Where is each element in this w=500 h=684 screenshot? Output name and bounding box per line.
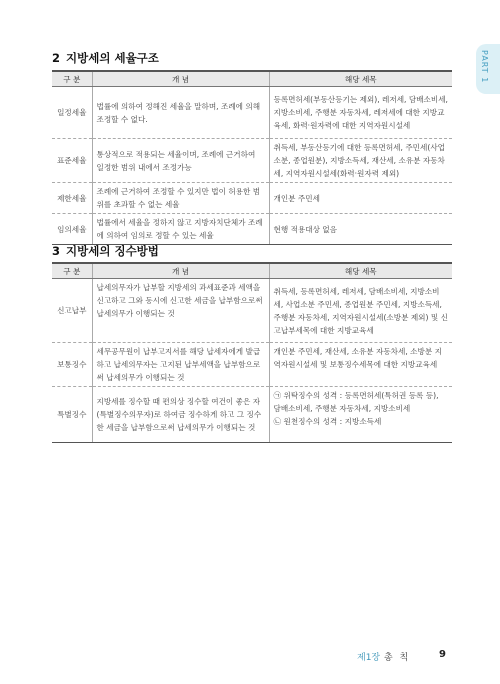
row-category: 임의세율	[52, 214, 92, 245]
section-title-tax-rate	[52, 50, 159, 66]
row-category: 일정세율	[52, 87, 92, 139]
row-concept: 통상적으로 적용되는 세율이며, 조례에 근거하여 일정한 범위 내에서 조정가능	[92, 139, 269, 183]
row-concept: 조례에 근거하여 조정할 수 있지만 법이 허용한 범위를 초과할 수 없는 세율	[92, 183, 269, 214]
row-category: 제한세율	[52, 183, 92, 214]
row-concept: 법률에 의하여 정해진 세율을 말하며, 조례에 의해 조정할 수 없다.	[92, 87, 269, 139]
table-header-row	[52, 71, 452, 87]
collection-method-table	[52, 262, 452, 443]
footer-chapter-title: 총 칙	[384, 653, 411, 663]
table-row	[52, 343, 452, 387]
section-title-text: 지방세의 세율구조	[66, 51, 159, 65]
section-title-text: 지방세의 징수방법	[66, 244, 159, 258]
row-category: 보통징수	[52, 343, 92, 387]
row-items: 등록면허세(부동산등기는 제외), 레저세, 담배소비세, 지방소비세, 주행분 자동차세, 레저세에 대한 지방교육세, 화력·원자력에 대한 지역자원시설세	[269, 87, 452, 139]
row-items: 개인분 주민세	[269, 183, 452, 214]
footer-chapter: 제1장	[357, 653, 381, 663]
table-row	[52, 183, 452, 214]
header-category: 구 분	[52, 263, 92, 279]
row-concept: 법률에서 세율을 정하지 않고 지방자치단체가 조례에 의하여 임의로 정할 수 있는 세율	[92, 214, 269, 245]
header-concept: 개 념	[92, 71, 269, 87]
section-number: 3	[52, 244, 61, 258]
row-items: 취득세, 등록면허세, 레저세, 담배소비세, 지방소비세, 사업소분 주민세, 종업원분 주민세, 지방소득세, 주행분 자동차세, 지역자원시설세(소방분 제외) 및 신고납부세목에 대한 지방교육세	[269, 279, 452, 343]
row-category: 신고납부	[52, 279, 92, 343]
row-items: ㉠ 위탁징수의 성격 : 등록면허세(특허권 등록 등), 담배소비세, 주행분 자동차세, 지방소비세 ㉡ 원천징수의 성격 : 지방소득세	[269, 387, 452, 443]
tax-rate-table	[52, 70, 452, 245]
section-number: 2	[52, 51, 61, 65]
part-label: PART 1	[480, 50, 489, 84]
header-concept: 개 념	[92, 263, 269, 279]
row-concept: 세무공무원이 납부고지서를 해당 납세자에게 발급하고 납세의무자는 고지된 납부세액을 납부함으로써 납세의무가 이행되는 것	[92, 343, 269, 387]
table-header-row	[52, 263, 452, 279]
table-row	[52, 387, 452, 443]
row-category: 표준세율	[52, 139, 92, 183]
section-title-collection	[52, 243, 159, 259]
header-items: 해당 세목	[269, 263, 452, 279]
table-row	[52, 87, 452, 139]
row-concept: 지방세를 징수할 때 편의상 징수할 여건이 좋은 자(특별징수의무자)로 하여금 징수하게 하고 그 징수한 세금을 납부함으로써 납세의무가 이행되는 것	[92, 387, 269, 443]
row-items: 취득세, 부동산등기에 대한 등록면허세, 주민세(사업소분, 종업원분), 지방소득세, 재산세, 소유분 자동차세, 지역자원시설세(화력·원자력 제외)	[269, 139, 452, 183]
header-category: 구 분	[52, 71, 92, 87]
page-number: 9	[439, 649, 446, 660]
table-row	[52, 279, 452, 343]
table-row	[52, 214, 452, 245]
table-row	[52, 139, 452, 183]
row-concept: 납세의무자가 납부할 지방세의 과세표준과 세액을 신고하고 그와 동시에 신고한 세금을 납부함으로써 납세의무가 이행되는 것	[92, 279, 269, 343]
header-items: 해당 세목	[269, 71, 452, 87]
row-category: 특별징수	[52, 387, 92, 443]
part-side-tab	[476, 44, 500, 94]
row-items: 개인분 주민세, 재산세, 소유분 자동차세, 소방분 지역자원시설세 및 보통징수세목에 대한 지방교육세	[269, 343, 452, 387]
row-items: 현행 적용대상 없음	[269, 214, 452, 245]
